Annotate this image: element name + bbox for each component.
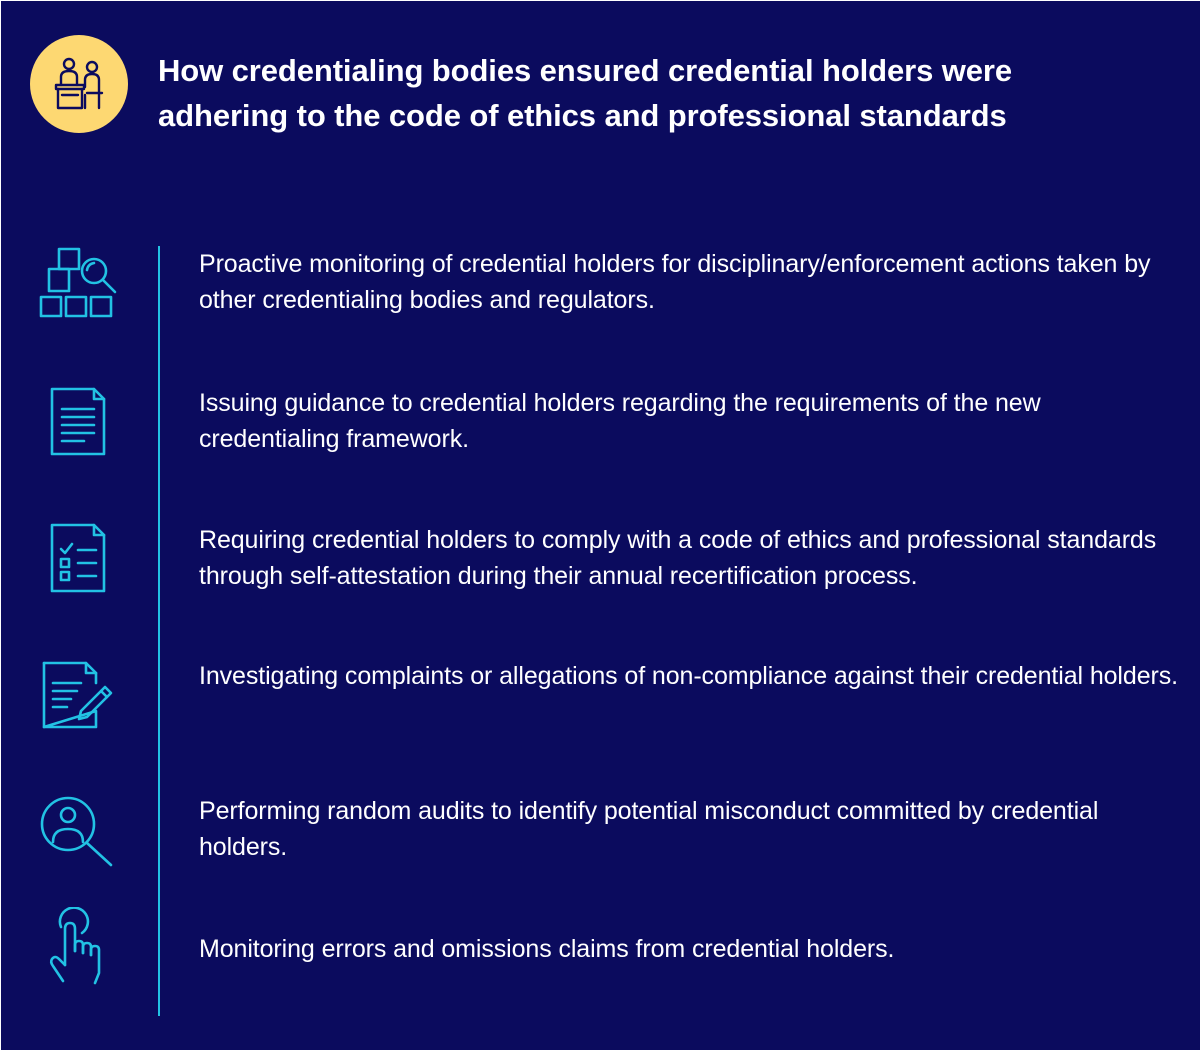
person-magnifier-icon [35,787,121,873]
list-item-text: Proactive monitoring of credential holders for disciplinary/enforcement actions taken by other credentialing bodies and regulators. [199,250,1151,314]
blocks-magnifier-icon [35,237,121,323]
document-pencil-icon [35,653,121,739]
list-item-text: Performing random audits to identify potential misconduct committed by credential holders. [199,797,1099,861]
page-title: How credentialing bodies ensured credential holders were adhering to the code of ethics and professional standards [158,53,1013,133]
checklist-icon [35,517,121,603]
list-item-text: Issuing guidance to credential holders regarding the requirements of the new credentialing framework. [199,389,1041,453]
list-item-text: Investigating complaints or allegations of non-compliance against their credential holders. [199,662,1178,690]
list-item-text: Requiring credential holders to comply with a code of ethics and professional standards through self-attestation during their annual recertification process. [199,526,1157,590]
list-item-text: Monitoring errors and omissions claims from credential holders. [199,935,895,963]
meeting-desk-icon [30,35,128,133]
infographic-panel [1,1,1200,1050]
vertical-divider [158,246,160,1016]
hand-pointer-icon [35,907,121,993]
document-icon [35,381,121,467]
